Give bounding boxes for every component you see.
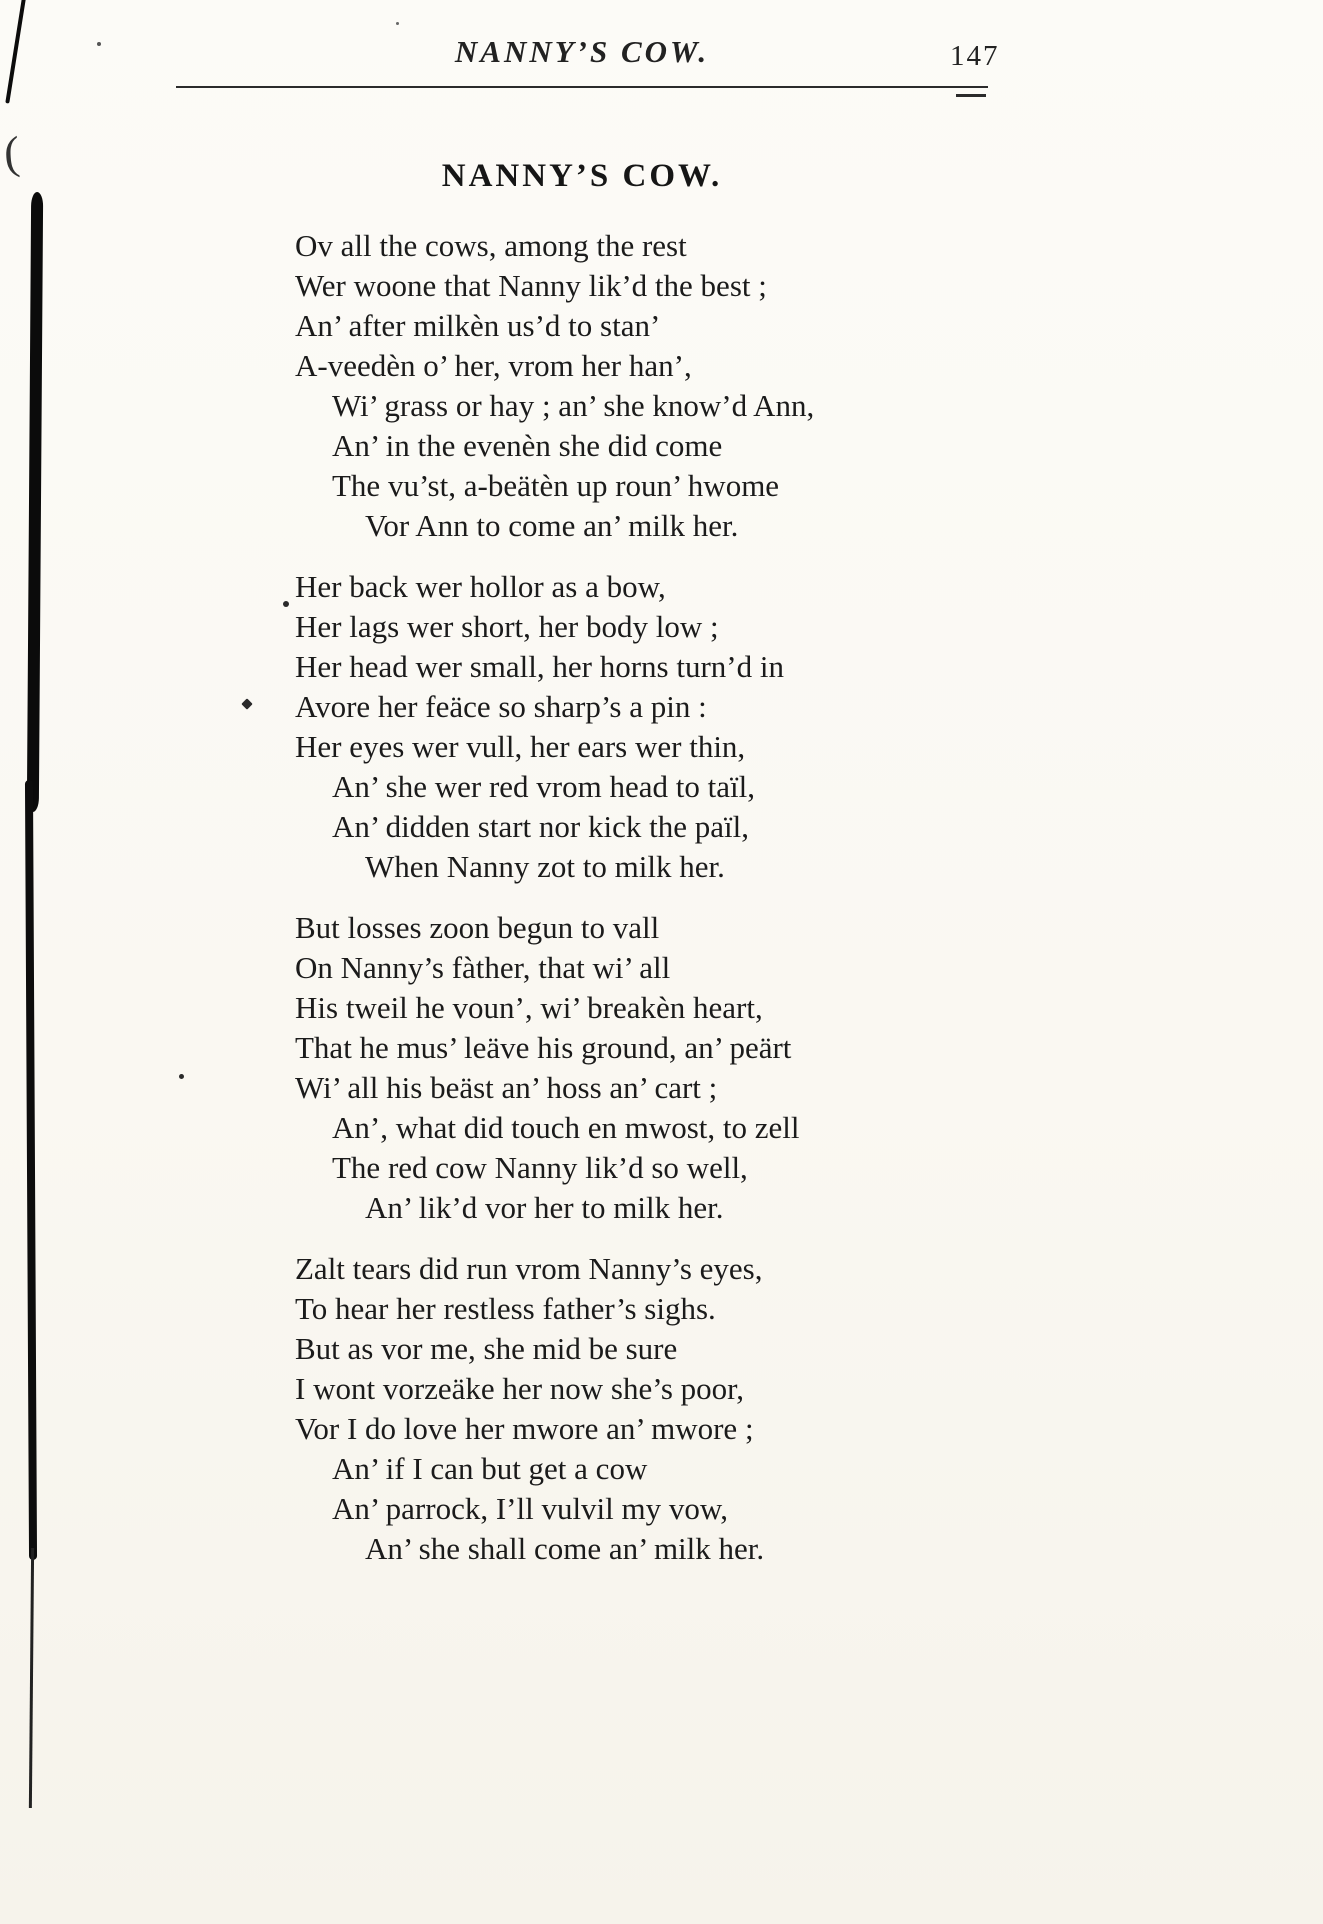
poem-line: When Nanny zot to milk her. [365, 849, 725, 884]
header-rule-dash [956, 94, 986, 97]
page-number: 147 [950, 40, 1000, 72]
poem-line: An’ after milkèn us’d to stan’ [295, 308, 661, 343]
poem-line: Vor I do love her mwore an’ mwore ; [295, 1411, 754, 1446]
poem-line: Her lags wer short, her body low ; [295, 609, 719, 644]
poem-line: Wi’ grass or hay ; an’ she know’d Ann, [332, 388, 815, 423]
poem-line: Zalt tears did run vrom Nanny’s eyes, [295, 1251, 763, 1286]
scan-artifact-pen-stroke [5, 0, 26, 104]
poem-line: But losses zoon begun to vall [295, 910, 660, 945]
poem-line: The red cow Nanny lik’d so well, [332, 1150, 748, 1185]
poem-line: An’ in the evenèn she did come [332, 428, 723, 463]
scan-artifact-speck [396, 22, 399, 25]
poem-line: But as vor me, she mid be sure [295, 1331, 678, 1366]
poem-line: An’ lik’d vor her to milk her. [365, 1190, 724, 1225]
poem-line: I wont vorzeäke her now she’s poor, [295, 1371, 744, 1406]
poem-line: That he mus’ leäve his ground, an’ peärt [295, 1030, 792, 1065]
stanza [295, 567, 814, 887]
poem-line: To hear her restless father’s sighs. [295, 1291, 716, 1326]
scan-artifact-speck [179, 1074, 184, 1079]
poem-line: An’ she shall come an’ milk her. [365, 1531, 765, 1566]
scan-artifact-speck [97, 42, 101, 46]
stanza [295, 1249, 814, 1569]
poem-title: NANNY’S COW. [441, 158, 723, 194]
poem-line: An’ if I can but get a cow [332, 1451, 648, 1486]
poem-line: Vor Ann to come an’ milk her. [365, 508, 739, 543]
scan-artifact-speck [241, 698, 252, 709]
poem-line: His tweil he voun’, wi’ breakèn heart, [295, 990, 763, 1025]
poem-line: The vu’st, a-beätèn up roun’ hwome [332, 468, 780, 503]
scan-artifact-paren-mark: ( [2, 126, 22, 179]
poem-line: Her eyes wer vull, her ears wer thin, [295, 729, 746, 764]
poem-line: An’ didden start nor kick the païl, [332, 809, 749, 844]
poem-line: An’ parrock, I’ll vulvil my vow, [332, 1491, 729, 1526]
poem-line: A-veedèn o’ her, vrom her han’, [295, 348, 692, 383]
poem-line: An’ she wer red vrom head to taïl, [332, 769, 755, 804]
poem-line: Her head wer small, her horns turn’d in [295, 649, 784, 684]
header-rule [176, 86, 988, 88]
scan-artifact-speck [283, 601, 289, 607]
poem-line: Wi’ all his beäst an’ hoss an’ cart ; [295, 1070, 718, 1105]
running-title: NANNY’S COW. [454, 34, 710, 69]
poem-line: Ov all the cows, among the rest [295, 228, 687, 263]
scan-artifact-binding-bar [27, 192, 43, 812]
poem [295, 226, 814, 1590]
poem-line: Wer woone that Nanny lik’d the best ; [295, 268, 767, 303]
poem-line: Her back wer hollor as a bow, [295, 569, 666, 604]
stanza [295, 226, 814, 546]
poem-line: Avore her feäce so sharp’s a pin : [295, 689, 707, 724]
scan-artifact-binding-bar [29, 1548, 34, 1808]
poem-line: On Nanny’s fàther, that wi’ all [295, 950, 671, 985]
poem-line: An’, what did touch en mwost, to zell [332, 1110, 800, 1145]
stanza [295, 908, 814, 1228]
scan-artifact-binding-bar [25, 780, 37, 1560]
